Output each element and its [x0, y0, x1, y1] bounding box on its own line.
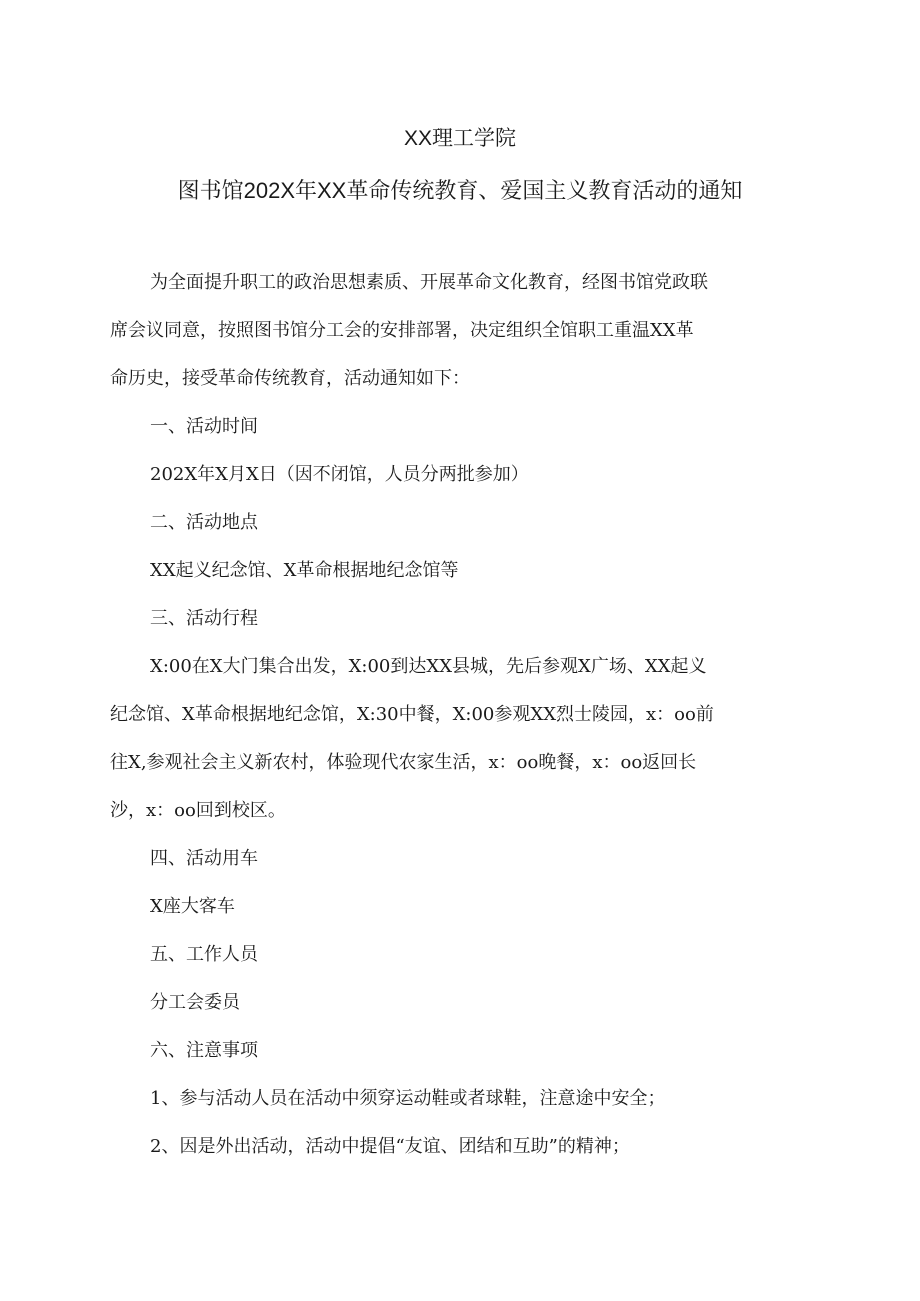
paragraph-line: 往X,参观社会主义新农村，体验现代农家生活，x：oo晚餐，x：oo返回长: [110, 752, 697, 773]
section-heading-notes: 六、注意事项: [150, 1040, 258, 1061]
document-title-institution: XX理工学院: [403, 127, 516, 150]
paragraph-line: X:00在X大门集合出发，X:00到达XX县城，先后参观X广场、XX起义: [150, 656, 707, 677]
document-title-notice: 图书馆202X年XX革命传统教育、爱国主义教育活动的通知: [177, 178, 743, 203]
section-heading-itinerary: 三、活动行程: [150, 608, 258, 629]
section-content-vehicle: X座大客车: [150, 896, 235, 917]
section-heading-location: 二、活动地点: [150, 512, 258, 533]
section-heading-staff: 五、工作人员: [150, 944, 258, 965]
section-content-location: XX起义纪念馆、X革命根据地纪念馆等: [150, 560, 459, 581]
section-heading-time: 一、活动时间: [150, 416, 258, 437]
paragraph-line: 命历史，接受革命传统教育，活动通知如下：: [110, 368, 470, 389]
paragraph-line: 纪念馆、X革命根据地纪念馆，X:30中餐，X:00参观XX烈士陵园，x：oo前: [110, 704, 714, 725]
section-content-staff: 分工会委员: [150, 992, 240, 1013]
section-heading-vehicle: 四、活动用车: [150, 848, 258, 869]
paragraph-line: 沙，x：oo回到校区。: [110, 800, 286, 821]
note-item-1: 1、参与活动人员在活动中须穿运动鞋或者球鞋，注意途中安全；: [150, 1088, 666, 1109]
paragraph-line: 为全面提升职工的政治思想素质、开展革命文化教育，经图书馆党政联: [150, 272, 708, 293]
section-content-time: 202X年X月X日（因不闭馆，人员分两批参加）: [150, 464, 529, 485]
note-item-2: 2、因是外出活动，活动中提倡“友谊、团结和互助”的精神；: [150, 1136, 630, 1157]
paragraph-line: 席会议同意，按照图书馆分工会的安排部署，决定组织全馆职工重温XX革: [110, 320, 694, 341]
